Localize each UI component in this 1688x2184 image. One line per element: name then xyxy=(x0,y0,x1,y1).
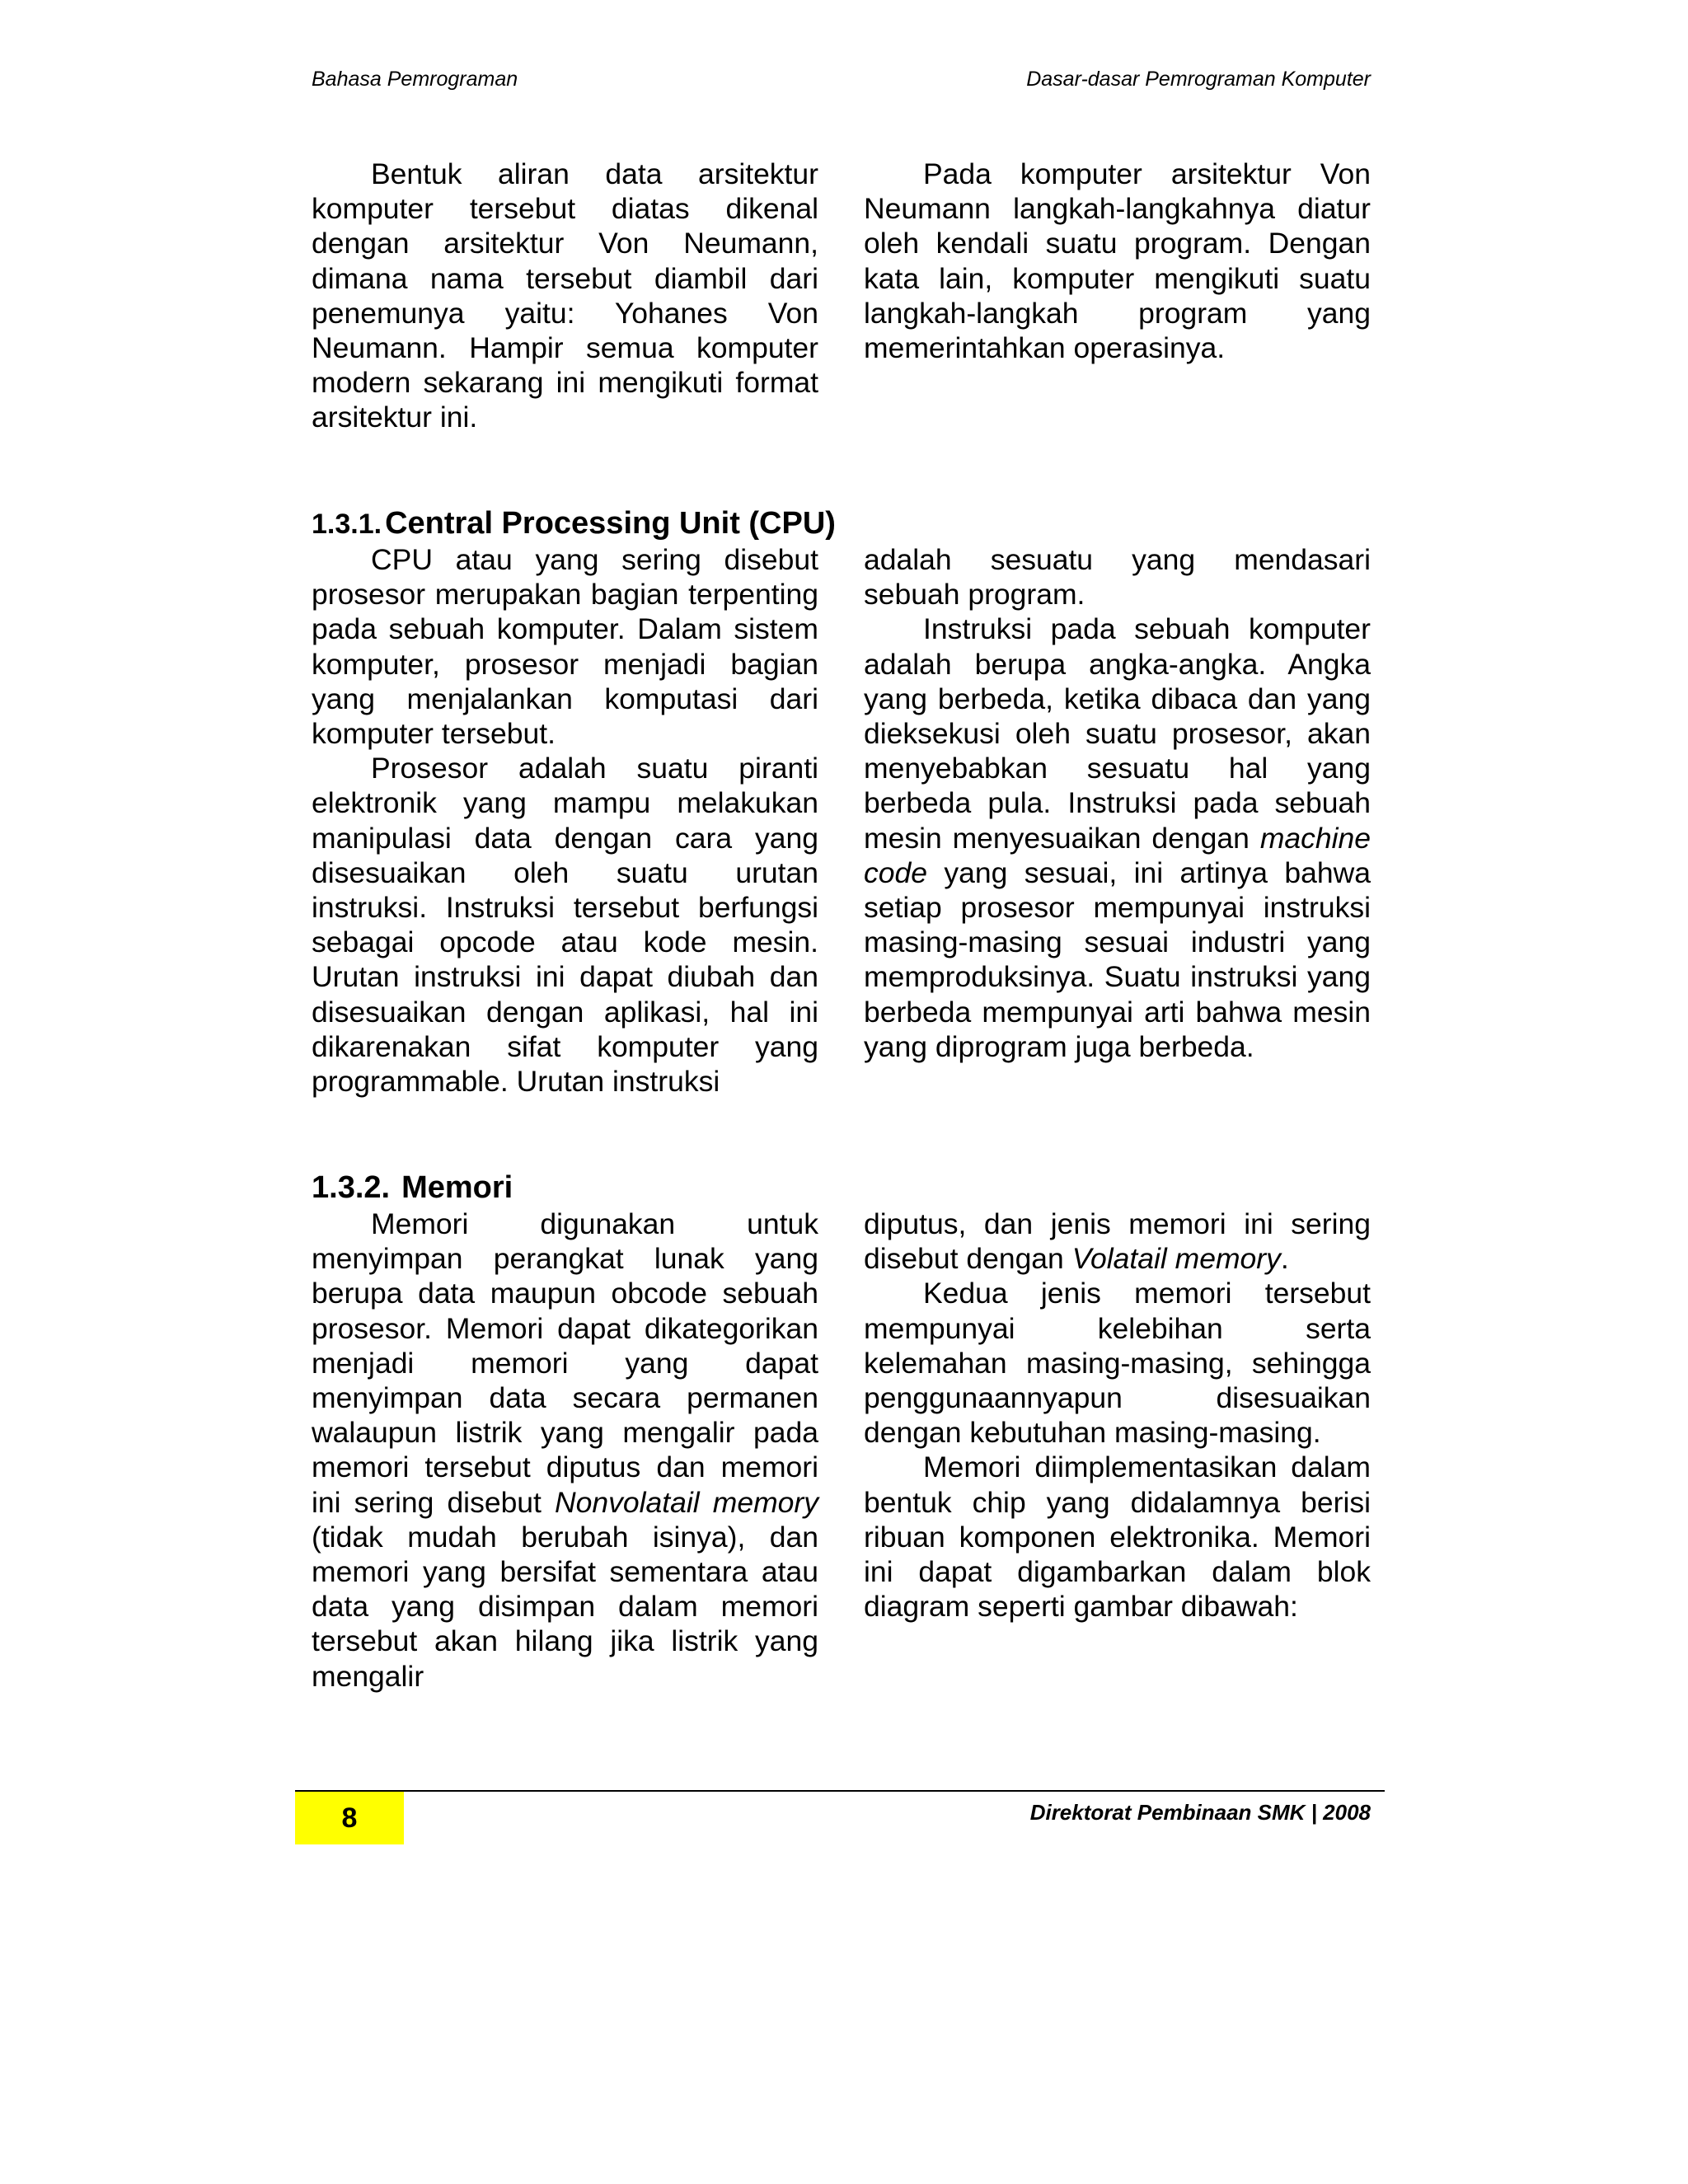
cpu-left-column xyxy=(312,542,818,1099)
text-run: Instruksi pada sebuah komputer adalah berupa angka-angka. Angka yang berbeda, ketika dibaca dan yang dieksekusi oleh suatu prosesor, akan menyebabkan sesuatu hal yang berbeda pula. Instruksi pada sebuah mesin menyesuaikan dengan xyxy=(864,612,1371,855)
emphasis-text: machine code xyxy=(864,821,1371,889)
section-heading-cpu xyxy=(312,504,836,543)
memori-right-column xyxy=(864,1207,1371,1624)
intro-left-column xyxy=(312,157,818,435)
paragraph: Memori diimplementasikan dalam bentuk chip yang didalamnya berisi ribuan komponen elektronika. Memori ini dapat digambarkan dalam blok diagram seperti gambar dibawah: xyxy=(864,1451,1371,1624)
running-header xyxy=(312,68,1371,101)
text-run: . xyxy=(1280,1242,1289,1276)
intro-right-column xyxy=(864,157,1371,365)
emphasis-text: Nonvolatail memory xyxy=(555,1485,818,1519)
paragraph: CPU atau yang sering disebut prosesor merupakan bagian terpenting pada sebuah komputer. Dalam sistem komputer, prosesor menjadi bagian yang menjalankan komputasi dari komputer tersebut. xyxy=(312,543,818,751)
paragraph: Bentuk aliran data arsitektur komputer tersebut diatas dikenal dengan arsitektur Von Neumann, dimana nama tersebut diambil dari penemunya yaitu: Yohanes Von Neumann. Hampir semua komputer modern sekarang ini mengikuti format arsitektur ini. xyxy=(312,157,818,434)
text-run: yang sesuai, ini artinya bahwa setiap prosesor mempunyai instruksi masing-masing sesuai industri yang memproduksinya. Suatu instruksi yang berbeda mempunyai arti bahwa mesin yang diprogram juga berbeda. xyxy=(864,855,1371,1063)
footer-publisher-text: Direktorat Pembinaan SMK | 2008 xyxy=(1029,1800,1371,1825)
page-number-badge: 8 xyxy=(295,1792,404,1844)
paragraph: Prosesor adalah suatu piranti elektronik yang mampu melakukan manipulasi data dengan cara yang disesuaikan oleh suatu urutan instruksi. Instruksi tersebut berfungsi sebagai opcode atau kode mesin. Urutan instruksi ini dapat diubah dan disesuaikan dengan aplikasi, hal ini dikarenakan sifat komputer yang programmable. Urutan instruksi xyxy=(312,752,818,1099)
text-run: diputus, dan jenis memori ini sering disebut dengan xyxy=(864,1207,1371,1276)
section-number: 1.3.1. xyxy=(312,509,382,540)
paragraph xyxy=(312,1207,818,1694)
text-run: (tidak mudah berubah isinya), dan memori yang bersifat sementara atau data yang disimpan dalam memori tersebut akan hilang jika listrik yang mengalir xyxy=(312,1520,818,1693)
paragraph: Pada komputer arsitektur Von Neumann langkah-langkahnya diatur oleh kendali suatu program. Dengan kata lain, komputer mengikuti suatu langkah-langkah program yang memerintahkan operasinya. xyxy=(864,157,1371,365)
paragraph xyxy=(864,1207,1371,1276)
footer-divider xyxy=(295,1790,1385,1792)
header-chapter-title: Dasar-dasar Pemrograman Komputer xyxy=(1026,68,1371,91)
section-heading-memori xyxy=(312,1169,513,1207)
section-number: 1.3.2. xyxy=(312,1170,391,1205)
paragraph: Kedua jenis memori tersebut mempunyai kelebihan serta kelemahan masing-masing, sehingga penggunaannyapun disesuaikan dengan kebutuhan masing-masing. xyxy=(864,1277,1371,1450)
emphasis-text: Volatail memory xyxy=(1071,1242,1281,1276)
paragraph: adalah sesuatu yang mendasari sebuah program. xyxy=(864,543,1371,612)
header-book-title: Bahasa Pemrograman xyxy=(312,68,518,91)
text-run: Memori digunakan untuk menyimpan perangkat lunak yang berupa data maupun obcode sebuah prosesor. Memori dapat dikategorikan menjadi memori yang dapat menyimpan data secara permanen walaupun listrik yang mengalir pada memori tersebut diputus dan memori ini sering disebut xyxy=(312,1207,818,1519)
section-title: Memori xyxy=(401,1170,513,1205)
paragraph xyxy=(864,612,1371,1064)
memori-left-column xyxy=(312,1207,818,1694)
section-title: Central Processing Unit (CPU) xyxy=(385,506,836,541)
cpu-right-column xyxy=(864,542,1371,1064)
